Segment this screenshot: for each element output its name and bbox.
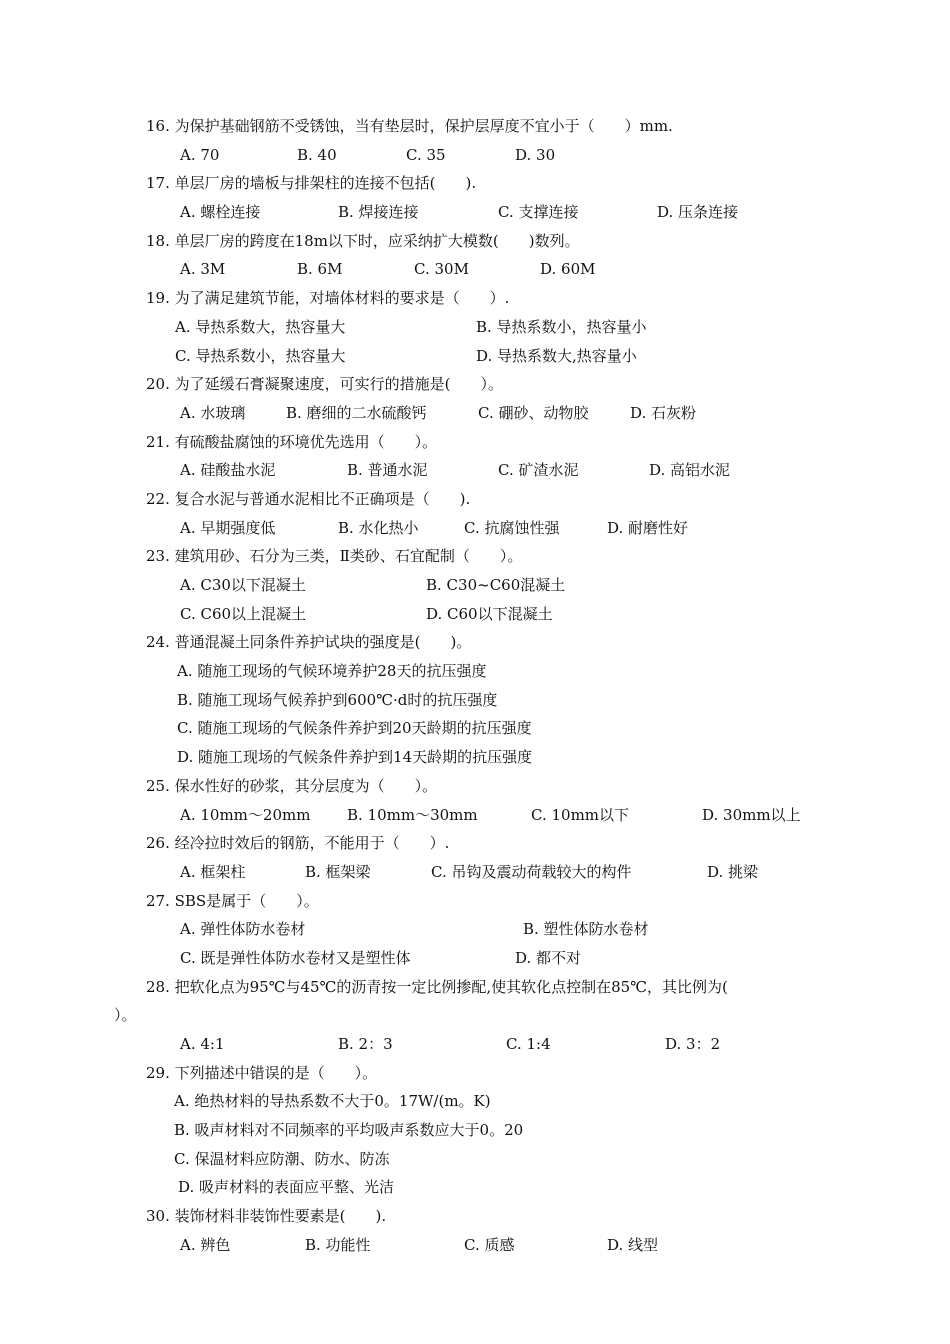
option-c: C. 保温材料应防潮、防水、防冻 [174, 1149, 390, 1168]
option-d: D. 挑梁 [707, 862, 759, 881]
question-27: 27. SBS是属于（ ）。 [146, 891, 319, 910]
option-a: A. 辨色 [180, 1235, 231, 1254]
question-29: 29. 下列描述中错误的是（ ）。 [146, 1063, 378, 1082]
options-27-row1 [0, 915, 950, 944]
option-d: D. 石灰粉 [630, 403, 697, 422]
option-c: C. 导热系数小，热容量大 [175, 346, 346, 365]
question-24: 24. 普通混凝土同条件养护试块的强度是( )。 [146, 633, 472, 652]
options-26 [0, 858, 950, 887]
option-d: D. 高铝水泥 [649, 461, 731, 480]
option-d: D. 随施工现场的气候条件养护到14天龄期的抗压强度 [177, 748, 533, 767]
option-d: D. 导热系数大,热容量小 [476, 346, 637, 365]
option-b: B. 磨细的二水硫酸钙 [286, 403, 427, 422]
option-c: C. 抗腐蚀性强 [464, 518, 560, 537]
option-b: B. 塑性体防水卷材 [523, 920, 649, 939]
option-b: B. 水化热小 [338, 518, 419, 537]
options-23-row2 [0, 600, 950, 629]
option-b: B. 导热系数小，热容量小 [476, 317, 647, 336]
question-20: 20. 为了延缓石膏凝聚速度，可实行的措施是( ）。 [146, 375, 503, 394]
option-b: B. 6M [297, 260, 343, 279]
option-a: A. 70 [180, 145, 220, 164]
option-c: C. 矿渣水泥 [498, 461, 579, 480]
option-c: C. 支撑连接 [498, 203, 579, 222]
options-16 [0, 141, 950, 170]
option-c: C. 随施工现场的气候条件养护到20天龄期的抗压强度 [177, 719, 532, 738]
question-30: 30. 装饰材料非装饰性要素是( ). [146, 1207, 387, 1226]
question-19: 19. 为了满足建筑节能，对墙体材料的要求是（ ）. [146, 289, 510, 308]
option-a: A. 绝热材料的导热系数不大于0。17W/(m。K) [174, 1092, 491, 1111]
option-a: A. 10mm～20mm [180, 805, 311, 824]
question-25: 25. 保水性好的砂浆，其分层度为（ ）。 [146, 776, 438, 795]
option-c: C. 既是弹性体防水卷材又是塑性体 [180, 948, 411, 967]
question-18: 18. 单层厂房的跨度在18m以下时，应采纳扩大模数( )数列。 [146, 231, 580, 250]
option-d: D. C60以下混凝土 [426, 604, 553, 623]
option-a: A. 导热系数大，热容量大 [175, 317, 346, 336]
question-26: 26. 经冷拉时效后的钢筋，不能用于（ ）. [146, 834, 450, 853]
options-21 [0, 456, 950, 485]
option-a: A. 随施工现场的气候环境养护28天的抗压强度 [177, 662, 487, 681]
options-25 [0, 801, 950, 830]
option-a: A. 硅酸盐水泥 [180, 461, 276, 480]
option-a: A. 框架柱 [180, 862, 246, 881]
option-d: D. 都不对 [515, 948, 582, 967]
question-22: 22. 复合水泥与普通水泥相比不正确项是（ ). [146, 489, 471, 508]
option-a: A. 螺栓连接 [180, 203, 261, 222]
question-28: 28. 把软化点为95℃与45℃的沥青按一定比例掺配,使其软化点控制在85℃，其比例为( [146, 977, 728, 996]
option-a: A. C30以下混凝土 [180, 576, 306, 594]
question-16: 16. 为保护基础钢筋不受锈蚀，当有垫层时，保护层厚度不宜小于（ ）mm. [146, 117, 673, 135]
option-c: C. 1:4 [506, 1035, 551, 1053]
options-30 [0, 1231, 950, 1260]
question-21: 21. 有硫酸盐腐蚀的环境优先选用（ ）。 [146, 432, 438, 451]
question-28-continuation [0, 1001, 950, 1030]
options-17 [0, 198, 950, 227]
option-d: D. 压条连接 [657, 203, 739, 222]
options-19-row2 [0, 342, 950, 371]
options-23-row1 [0, 571, 950, 600]
option-c: C. 硼砂、动物胶 [478, 403, 589, 422]
option-a: A. 水玻璃 [180, 403, 246, 422]
option-a: A. 3M [180, 260, 226, 279]
option-b: B. 10mm～30mm [347, 805, 478, 824]
options-28 [0, 1030, 950, 1059]
options-22 [0, 514, 950, 543]
option-b: B. 功能性 [305, 1235, 371, 1254]
option-b: B. C30~C60混凝土 [426, 576, 566, 594]
options-20 [0, 399, 950, 428]
options-27-row2 [0, 944, 950, 973]
option-b: B. 2：3 [338, 1035, 393, 1053]
question-28-tail: ）。 [114, 1006, 137, 1025]
option-c: C. 10mm以下 [531, 805, 630, 824]
option-b: B. 40 [297, 145, 337, 164]
option-d: D. 30mm以上 [702, 805, 801, 824]
option-d: D. 60M [540, 260, 596, 279]
option-b: B. 吸声材料对不同频率的平均吸声系数应大于0。20 [174, 1121, 524, 1140]
option-a: A. 早期强度低 [180, 518, 276, 537]
option-d: D. 线型 [607, 1235, 659, 1254]
option-b: B. 随施工现场气候养护到600℃·d时的抗压强度 [177, 690, 498, 709]
option-b: B. 焊接连接 [338, 203, 419, 222]
options-19-row1 [0, 313, 950, 342]
option-d: D. 耐磨性好 [607, 518, 689, 537]
option-b: B. 普通水泥 [347, 461, 428, 480]
option-c: C. 质感 [464, 1235, 515, 1254]
option-d: D. 吸声材料的表面应平整、光洁 [178, 1178, 395, 1197]
option-c: C. 30M [414, 260, 469, 279]
options-18 [0, 255, 950, 284]
question-23: 23. 建筑用砂、石分为三类，Ⅱ类砂、石宜配制（ ）。 [146, 547, 523, 566]
option-c: C. 吊钩及震动荷载较大的构件 [431, 862, 632, 881]
option-a: A. 4:1 [180, 1035, 225, 1053]
exam-page [0, 112, 950, 1260]
option-b: B. 框架梁 [305, 862, 371, 881]
option-d: D. 30 [515, 145, 556, 164]
option-c: C. 35 [406, 145, 446, 164]
option-a: A. 弹性体防水卷材 [180, 920, 306, 939]
option-d: D. 3：2 [665, 1035, 721, 1053]
option-c: C. C60以上混凝土 [180, 604, 307, 623]
question-17: 17. 单层厂房的墙板与排架柱的连接不包括( ). [146, 174, 477, 193]
